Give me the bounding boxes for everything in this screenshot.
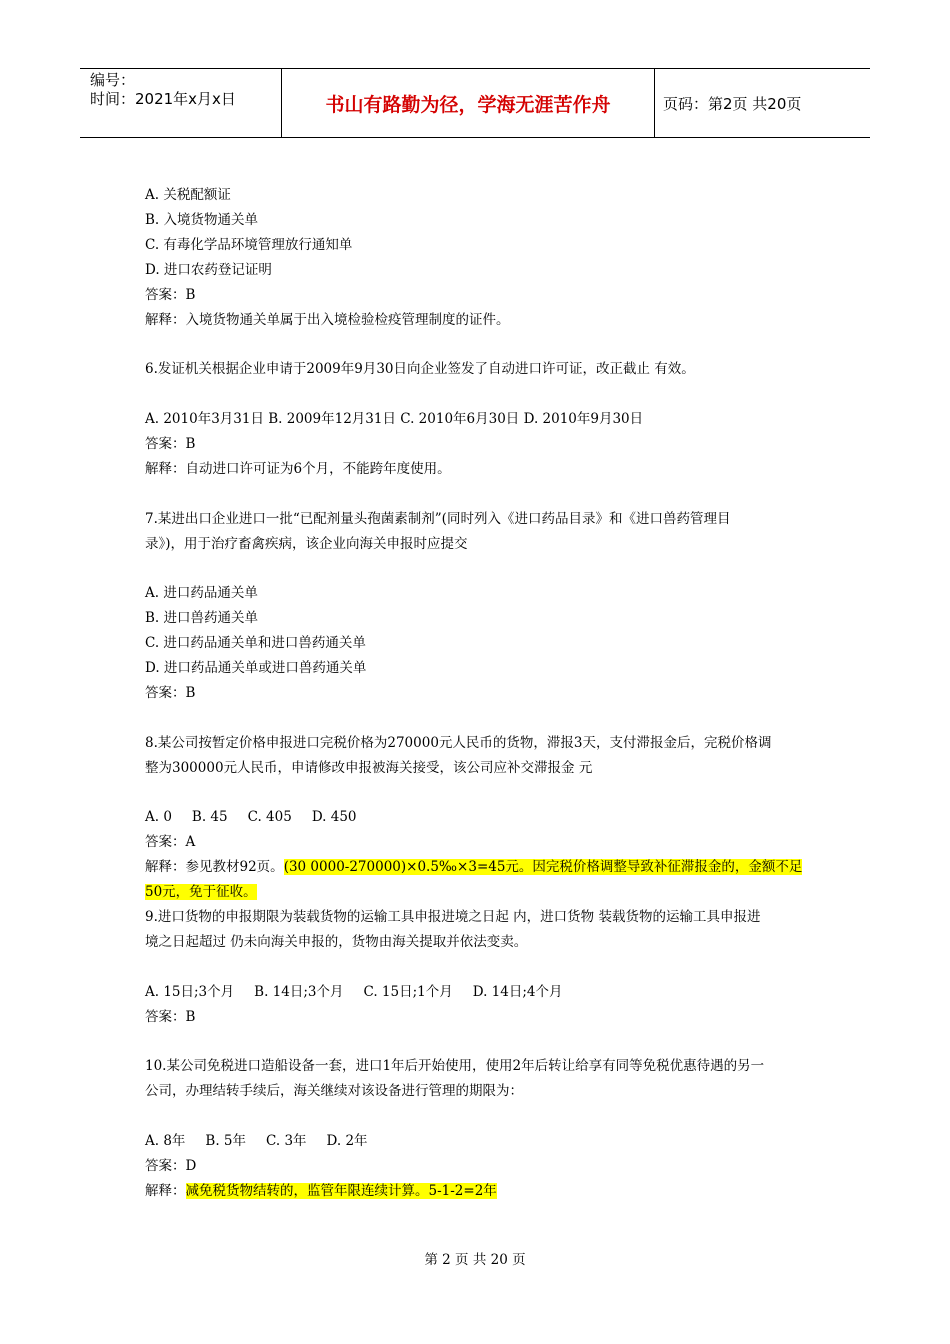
q8-explanation-line2 xyxy=(145,883,257,901)
q10-explanation xyxy=(145,1182,497,1200)
q10-options xyxy=(145,1132,388,1150)
q8-options xyxy=(145,808,377,826)
header-date: 时间：2021年x月x日 xyxy=(90,90,236,108)
q7-question-line2: 录》)，用于治疗畜禽疾病，该企业向海关申报时应提交 xyxy=(145,536,468,552)
q9-answer: 答案：B xyxy=(145,1009,196,1025)
header-page-number: 页码：第2页 共20页 xyxy=(663,95,802,113)
q8-question-line1: 8.某公司按暂定价格申报进口完税价格为270000元人民币的货物，滞报3天，支付滞报金后，完税价格调 xyxy=(145,735,772,751)
q8-option: C. 405 xyxy=(247,809,292,825)
header-number: 编号： xyxy=(90,71,136,89)
q8-explanation-prefix: 解释：参见教材92页。 xyxy=(145,859,284,875)
q10-option: A. 8年 xyxy=(145,1133,186,1149)
q9-question-line2: 境之日起超过 仍未向海关申报的，货物由海关提取并依法变卖。 xyxy=(145,934,528,950)
q6-question: 6.发证机关根据企业申请于2009年9月30日向企业签发了自动进口许可证，改正截止 有效。 xyxy=(145,361,695,377)
q8-explanation-highlight: (30 0000-270000)×0.5‰×3=45元。因完税价格调整导致补征滞报金的，金额不足 xyxy=(283,859,803,875)
q6-explanation: 解释：自动进口许可证为6个月，不能跨年度使用。 xyxy=(145,461,451,477)
q8-question-line2: 整为300000元人民币，申请修改申报被海关接受，该公司应补交滞报金 元 xyxy=(145,760,593,776)
q8-answer: 答案：A xyxy=(145,834,196,850)
q5-option-c: C. 有毒化学品环境管理放行通知单 xyxy=(145,237,353,253)
q10-explanation-highlight: 减免税货物结转的，监管年限连续计算。5-1-2=2年 xyxy=(185,1183,497,1199)
q10-option: B. 5年 xyxy=(205,1133,247,1149)
q10-question-line2: 公司，办理结转手续后，海关继续对该设备进行管理的期限为： xyxy=(145,1083,523,1099)
q7-option-d: D. 进口药品通关单或进口兽药通关单 xyxy=(145,660,367,676)
q10-option: C. 3年 xyxy=(266,1133,307,1149)
q7-question-line1: 7.某进出口企业进口一批“已配剂量头孢菌素制剂”(同时列入《进口药品目录》和《进口兽药管理目 xyxy=(145,511,731,527)
q9-question-line1: 9.进口货物的申报期限为装载货物的运输工具申报进境之日起 内，进口货物 装载货物的运输工具申报进 xyxy=(145,909,761,925)
header-motto: 书山有路勤为径，学海无涯苦作舟 xyxy=(325,93,611,116)
q9-option: A. 15日;3个月 xyxy=(145,984,235,1000)
q8-explanation-highlight: 50元，免于征收。 xyxy=(145,884,257,900)
q5-option-a: A. 关税配额证 xyxy=(145,187,231,203)
q5-answer: 答案：B xyxy=(145,287,196,303)
q7-option-c: C. 进口药品通关单和进口兽药通关单 xyxy=(145,635,366,651)
q9-option: B. 14日;3个月 xyxy=(254,984,344,1000)
q9-option: C. 15日;1个月 xyxy=(363,984,453,1000)
q9-options xyxy=(145,983,582,1001)
q8-option: D. 450 xyxy=(311,809,357,825)
q10-question-line1: 10.某公司免税进口造船设备一套，进口1年后开始使用，使用2年后转让给享有同等免税优惠待遇的另一 xyxy=(145,1058,765,1074)
page-footer: 第 2 页 共 20 页 xyxy=(424,1252,526,1268)
q6-options: A. 2010年3月31日 B. 2009年12月31日 C. 2010年6月30日 D. 2010年9月30日 xyxy=(145,411,644,427)
q6-answer: 答案：B xyxy=(145,436,196,452)
q10-option: D. 2年 xyxy=(326,1133,368,1149)
q7-option-a: A. 进口药品通关单 xyxy=(145,585,258,601)
page-header xyxy=(80,68,870,138)
q10-answer: 答案：D xyxy=(145,1158,197,1174)
q8-option: B. 45 xyxy=(191,809,228,825)
q7-answer: 答案：B xyxy=(145,685,196,701)
q5-option-d: D. 进口农药登记证明 xyxy=(145,262,272,278)
q5-option-b: B. 入境货物通关单 xyxy=(145,212,259,228)
q9-option: D. 14日;4个月 xyxy=(472,984,563,1000)
q8-explanation-line1 xyxy=(145,858,802,876)
q10-explanation-prefix: 解释： xyxy=(145,1183,186,1199)
header-left xyxy=(90,71,236,109)
q7-option-b: B. 进口兽药通关单 xyxy=(145,610,259,626)
q8-option: A. 0 xyxy=(145,809,172,825)
header-divider xyxy=(654,69,655,137)
q5-explanation: 解释：入境货物通关单属于出入境检验检疫管理制度的证件。 xyxy=(145,312,510,328)
